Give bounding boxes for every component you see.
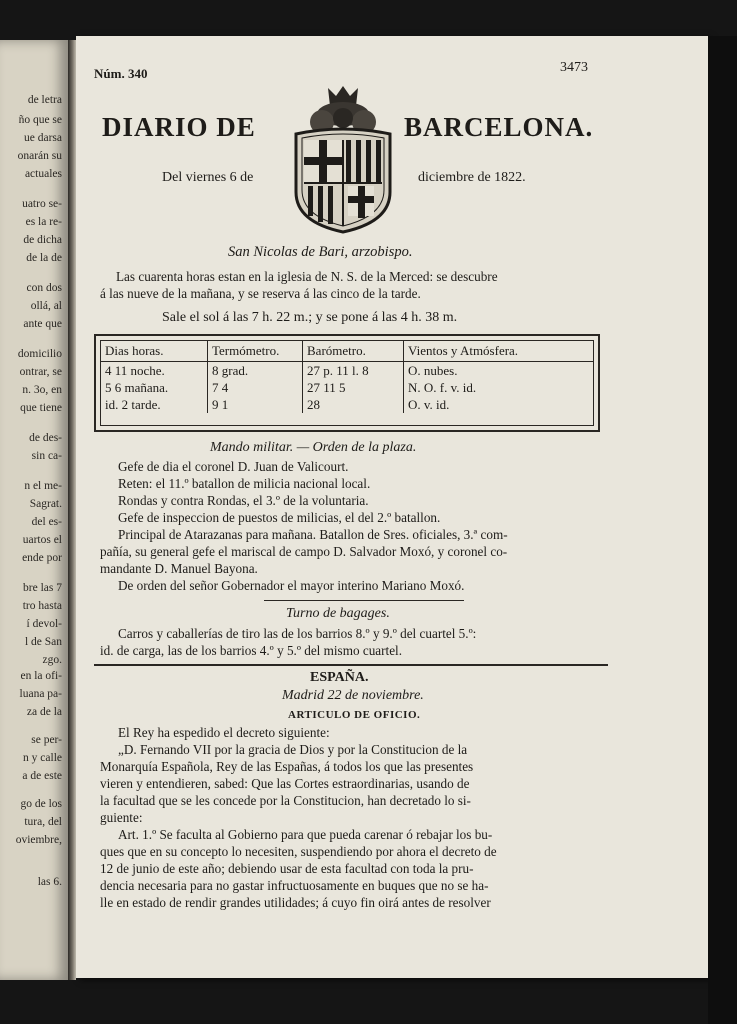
- article-line: lle en estado de rendir grandes utilidades; á cuyo fin oirá antes de resolver: [100, 895, 491, 910]
- weather-cell: 7 4: [208, 379, 303, 396]
- left-page-text-fragment: con dos: [26, 282, 62, 294]
- article-line: vieren y entendieren, sabed: Que las Cortes estraordinarias, usando de: [100, 776, 470, 791]
- article-line: El Rey ha espedido el decreto siguiente:: [118, 725, 330, 740]
- left-page-text-fragment: actuales: [24, 168, 62, 180]
- weather-table: [94, 334, 600, 432]
- left-page-text-fragment: bre las 7: [23, 582, 62, 594]
- left-page-text-fragment: luana pa-: [19, 688, 62, 700]
- left-page-text-fragment: que tiene: [20, 402, 62, 414]
- page-number: 3473: [560, 60, 588, 75]
- weather-row: [101, 362, 593, 380]
- left-page-text-fragment: ollá, al: [30, 300, 62, 312]
- spain-subheading: ARTICULO DE OFICIO.: [288, 709, 421, 721]
- left-page-text-fragment: ontrar, se: [19, 366, 62, 378]
- barcelona-coat-of-arms-emblem: [286, 82, 400, 236]
- left-page-text-fragment: Sagrat.: [29, 498, 62, 510]
- military-line: Reten: el 11.º batallon de milicia nacional local.: [118, 476, 371, 491]
- article-line: 12 de junio de este año; debiendo usar de esta facultad con toda la pru-: [100, 861, 474, 876]
- left-page-text-fragment: ante que: [23, 318, 62, 330]
- article-line: guiente:: [100, 810, 143, 825]
- weather-header-winds: Vientos y Atmósfera.: [404, 341, 594, 362]
- baggage-line: Carros y caballerías de tiro las de los barrios 8.º y 9.º del cuartel 5.º:: [118, 626, 477, 641]
- issue-date-left: Del viernes 6 de: [162, 170, 254, 185]
- left-page-text-fragment: de des-: [29, 432, 62, 444]
- article-line: Art. 1.º Se faculta al Gobierno para que pueda carenar ó rebajar los bu-: [118, 827, 493, 842]
- sunrise-sunset: Sale el sol á las 7 h. 22 m.; y se pone á las 4 h. 38 m.: [162, 310, 458, 325]
- weather-cell: 27 p. 11 l. 8: [303, 362, 404, 380]
- military-line: Gefe de inspeccion de puestos de milicias, el del 2.º batallon.: [118, 510, 441, 525]
- weather-cell: 8 grad.: [208, 362, 303, 380]
- left-page-text-fragment: í devol-: [26, 618, 62, 630]
- left-page-text-fragment: za de la: [26, 706, 62, 718]
- masthead-title-right: BARCELONA.: [404, 112, 594, 142]
- weather-cell: O. nubes.: [408, 363, 458, 378]
- left-page-text-fragment: domicilio: [17, 348, 62, 360]
- baggage-line: id. de carga, las de los barrios 4.º y 5.º del mismo cuartel.: [100, 643, 403, 658]
- left-page-text-fragment: tura, del: [24, 816, 62, 828]
- left-page-text-fragment: ende por: [22, 552, 62, 564]
- military-line: pañía, su general gefe el mariscal de campo D. Salvador Moxó, y coronel co-: [100, 544, 508, 559]
- military-line: Rondas y contra Rondas, el 3.º de la voluntaria.: [118, 493, 369, 508]
- left-page-text-fragment: de dicha: [23, 234, 62, 246]
- section-divider-thick: [94, 664, 608, 666]
- weather-cell: O. v. id.: [408, 397, 450, 412]
- issue-number: Núm. 340: [94, 66, 148, 81]
- left-page-text-fragment: tro hasta: [22, 600, 62, 612]
- masthead-title-left: DIARIO DE: [102, 112, 256, 142]
- military-line: Gefe de dia el coronel D. Juan de Valicourt.: [118, 459, 349, 474]
- left-page-text-fragment: en la ofi-: [20, 670, 62, 682]
- weather-cell: 27 11 5: [303, 379, 404, 396]
- left-page-text-fragment: n y calle: [23, 752, 62, 764]
- left-page-text-fragment: ño que se: [18, 114, 62, 126]
- weather-header-barometer: Barómetro.: [303, 341, 404, 362]
- scanner-background: [708, 36, 737, 1024]
- spain-dateline: Madrid 22 de noviembre.: [282, 688, 424, 703]
- left-page-text-fragment: se per-: [31, 734, 62, 746]
- saint-of-the-day: San Nicolas de Bari, arzobispo.: [228, 244, 413, 260]
- left-page-text-fragment: ue darsa: [24, 132, 62, 144]
- article-line: ques que en su concepto lo necesiten, suspendiendo por ahora el decreto de: [100, 844, 497, 859]
- spain-heading: ESPAÑA.: [310, 670, 369, 685]
- forty-hours-line-1: Las cuarenta horas estan en la iglesia de N. S. de la Merced: se descubre: [116, 269, 498, 284]
- weather-cell: id. 2 tarde.: [101, 396, 208, 413]
- left-page-text-fragment: n el me-: [24, 480, 62, 492]
- weather-cell: 9 1: [208, 396, 303, 413]
- forty-hours-line-2: á las nueve de la mañana, y se reserva á las cinco de la tarde.: [100, 286, 421, 301]
- left-page-text-fragment: a de este: [22, 770, 62, 782]
- military-section-title: Mando militar. — Orden de la plaza.: [210, 440, 417, 455]
- previous-page-strip: [0, 40, 70, 980]
- left-page-text-fragment: de la de: [26, 252, 62, 264]
- book-gutter: [68, 40, 76, 980]
- left-page-text-fragment: de letra: [27, 94, 62, 106]
- article-line: la facultad que se les concede por la Constitucion, han decretado lo si-: [100, 793, 471, 808]
- newspaper-page: [76, 36, 708, 978]
- article-line: „D. Fernando VII por la gracia de Dios y por la Constitucion de la: [118, 742, 468, 757]
- left-page-text-fragment: go de los: [20, 798, 62, 810]
- military-line: mandante D. Manuel Bayona.: [100, 561, 258, 576]
- left-page-text-fragment: n. 3o, en: [22, 384, 62, 396]
- left-page-text-fragment: es la re-: [25, 216, 62, 228]
- issue-date-right: diciembre de 1822.: [418, 170, 526, 185]
- left-page-text-fragment: oviembre,: [15, 834, 62, 846]
- weather-row: [101, 396, 593, 413]
- left-page-text-fragment: l de San: [24, 636, 62, 648]
- weather-cell: 28: [303, 396, 404, 413]
- left-page-text-fragment: onarán su: [17, 150, 62, 162]
- weather-row: [101, 379, 593, 396]
- left-page-text-fragment: uartos el: [22, 534, 62, 546]
- military-line: Principal de Atarazanas para mañana. Batallon de Sres. oficiales, 3.ª com-: [118, 527, 508, 542]
- weather-header-thermometer: Termómetro.: [208, 341, 303, 362]
- left-page-text-fragment: uatro se-: [22, 198, 62, 210]
- left-page-text-fragment: del es-: [31, 516, 62, 528]
- article-line: Monarquía Española, Rey de las Españas, á todos los que las presentes: [100, 759, 474, 774]
- section-divider: [264, 600, 464, 601]
- weather-cell: N. O. f. v. id.: [408, 380, 477, 395]
- left-page-text-fragment: sin ca-: [31, 450, 62, 462]
- weather-cell: 4 11 noche.: [101, 362, 208, 380]
- left-page-text-fragment: las 6.: [37, 876, 62, 888]
- military-line: De orden del señor Gobernador el mayor interino Mariano Moxó.: [118, 578, 465, 593]
- article-line: dencia necesaria para no gastar infructuosamente en buques que no se ha-: [100, 878, 489, 893]
- weather-header-days: Dias horas.: [101, 341, 208, 362]
- weather-cell: 5 6 mañana.: [101, 379, 208, 396]
- baggage-section-title: Turno de bagages.: [286, 606, 390, 621]
- left-page-text-fragment: zgo.: [42, 654, 62, 666]
